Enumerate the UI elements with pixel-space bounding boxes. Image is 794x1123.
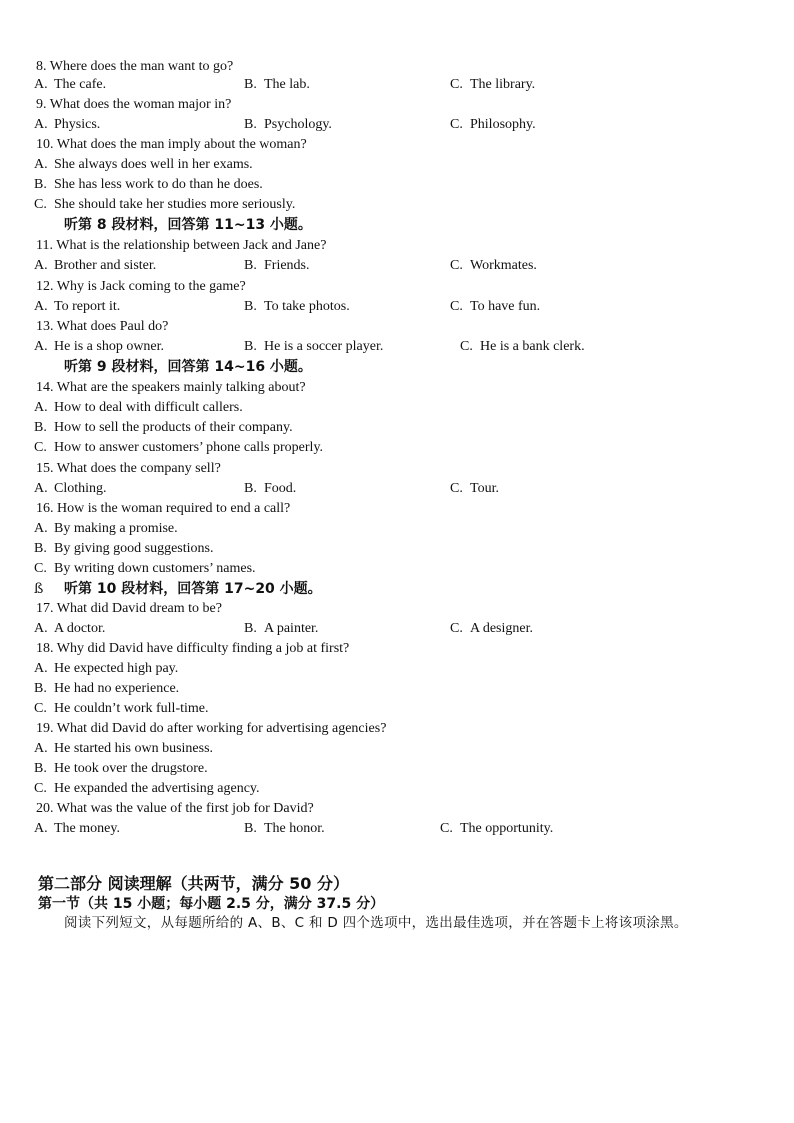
option-c: C. Tour.: [450, 481, 499, 496]
question-9-options: [34, 116, 764, 134]
question-10-option-a: A. She always does well in her exams.: [34, 157, 253, 172]
question-14-option-a: A. How to deal with difficult callers.: [34, 400, 243, 415]
question-19-stem: 19. What did David do after working for advertising agencies?: [36, 721, 387, 736]
question-20-stem: 20. What was the value of the first job for David?: [36, 801, 314, 816]
question-14-option-b: B. How to sell the products of their company.: [34, 420, 293, 435]
question-18-stem: 18. Why did David have difficulty finding a job at first?: [36, 641, 350, 656]
question-19-option-b: B. He took over the drugstore.: [34, 761, 208, 776]
question-15-stem: 15. What does the company sell?: [36, 461, 221, 476]
question-8-stem: 8. Where does the man want to go?: [36, 59, 234, 74]
margin-mark: ß: [34, 581, 44, 597]
question-12-stem: 12. Why is Jack coming to the game?: [36, 279, 246, 294]
option-b: B. A painter.: [244, 621, 319, 636]
part-two-title: 第二部分 阅读理解（共两节，满分 50 分）: [38, 874, 349, 893]
option-c: C. Workmates.: [450, 258, 537, 273]
question-13-options: [34, 338, 764, 356]
option-a: A. The money.: [34, 821, 120, 836]
option-c: C. The library.: [450, 77, 536, 92]
question-17-options: [34, 620, 764, 638]
option-b: B. To take photos.: [244, 299, 350, 314]
option-a: A. Clothing.: [34, 481, 107, 496]
option-b: B. The honor.: [244, 821, 325, 836]
question-15-options: [34, 480, 764, 498]
option-c: C. Philosophy.: [450, 117, 536, 132]
option-a: A. A doctor.: [34, 621, 106, 636]
question-18-option-c: C. He couldn’t work full-time.: [34, 701, 209, 716]
question-16-stem: 16. How is the woman required to end a call?: [36, 501, 291, 516]
question-18-option-b: B. He had no experience.: [34, 681, 180, 696]
question-18-option-a: A. He expected high pay.: [34, 661, 179, 676]
question-16-option-b: B. By giving good suggestions.: [34, 541, 214, 556]
question-11-stem: 11. What is the relationship between Jack and Jane?: [36, 238, 327, 253]
section-one-title: 第一节（共 15 小题；每小题 2.5 分，满分 37.5 分）: [38, 896, 385, 912]
question-14-stem: 14. What are the speakers mainly talking about?: [36, 380, 306, 395]
question-20-options: [34, 820, 764, 838]
option-b: B. Friends.: [244, 258, 310, 273]
question-13-stem: 13. What does Paul do?: [36, 319, 169, 334]
option-b: B. He is a soccer player.: [244, 339, 384, 354]
option-c: C. He is a bank clerk.: [460, 339, 585, 354]
question-11-options: [34, 257, 764, 275]
question-10-stem: 10. What does the man imply about the woman?: [36, 137, 307, 152]
section-header-9: 听第 9 段材料，回答第 14~16 小题。: [64, 359, 312, 375]
option-a: A. To report it.: [34, 299, 121, 314]
option-c: C. To have fun.: [450, 299, 541, 314]
option-b: B. Psychology.: [244, 117, 332, 132]
option-c: C. The opportunity.: [440, 821, 554, 836]
option-a: A. He is a shop owner.: [34, 339, 165, 354]
question-12-options: [34, 298, 764, 316]
section-header-8: 听第 8 段材料，回答第 11~13 小题。: [64, 217, 312, 233]
option-a: A. Physics.: [34, 117, 101, 132]
option-a: A. The cafe.: [34, 77, 107, 92]
option-a: A. Brother and sister.: [34, 258, 157, 273]
question-16-option-a: A. By making a promise.: [34, 521, 178, 536]
section-header-10: 听第 10 段材料，回答第 17~20 小题。: [64, 581, 322, 597]
question-16-option-c: C. By writing down customers’ names.: [34, 561, 256, 576]
question-10-option-b: B. She has less work to do than he does.: [34, 177, 263, 192]
question-9-stem: 9. What does the woman major in?: [36, 97, 232, 112]
question-10-option-c: C. She should take her studies more seriously.: [34, 197, 296, 212]
question-19-option-c: C. He expanded the advertising agency.: [34, 781, 260, 796]
option-b: B. Food.: [244, 481, 297, 496]
question-8-options: [34, 76, 764, 94]
option-b: B. The lab.: [244, 77, 310, 92]
question-19-option-a: A. He started his own business.: [34, 741, 214, 756]
question-14-option-c: C. How to answer customers’ phone calls properly.: [34, 440, 324, 455]
option-c: C. A designer.: [450, 621, 533, 636]
question-17-stem: 17. What did David dream to be?: [36, 601, 222, 616]
reading-instructions: 阅读下列短文，从每题所给的 A、B、C 和 D 四个选项中，选出最佳选项，并在答题卡上将该项涂黑。: [64, 915, 688, 931]
